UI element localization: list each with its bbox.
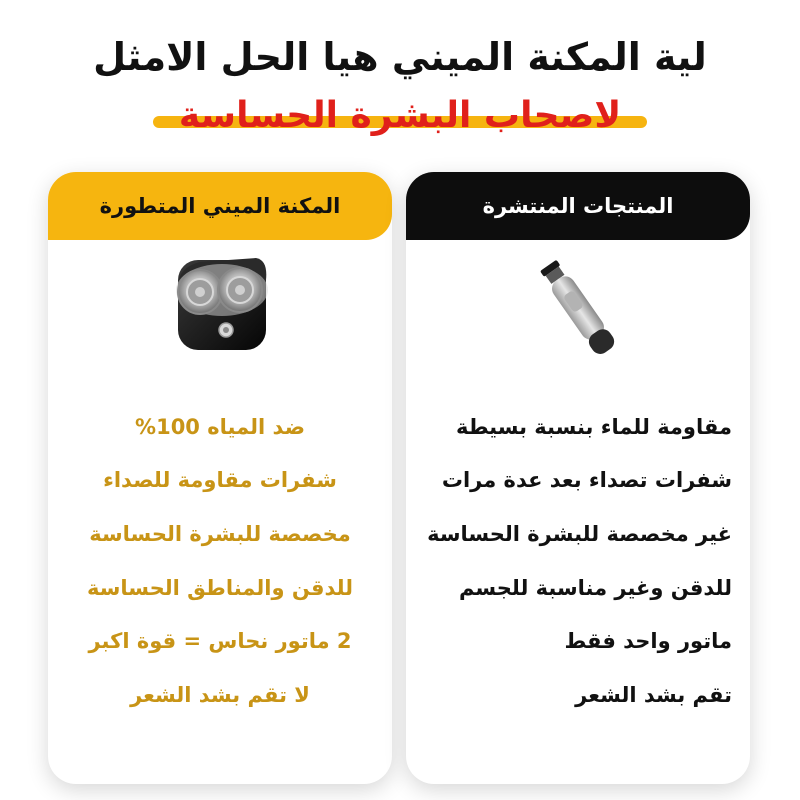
feature-item: غير مخصصة للبشرة الحساسة (427, 521, 732, 546)
feature-item: مخصصة للبشرة الحساسة (89, 521, 351, 546)
feature-item: شفرات مقاومة للصداء (103, 468, 337, 493)
feature-item: شفرات تصداء بعد عدة مرات (441, 468, 732, 493)
subheadline-text: لاصحاب البشرة الحساسة (178, 95, 622, 136)
feature-item: 2 ماتور نحاس = قوة اكبر (88, 629, 352, 654)
feature-item: مقاومة للماء بنسبة بسيطة (455, 414, 732, 439)
mini-shaver-features (48, 400, 392, 722)
feature-item: لا تقم بشد الشعر (130, 682, 310, 707)
mini-shaver-icon (160, 250, 280, 360)
headline: لية المكنة الميني هيا الحل الامثل (93, 35, 707, 79)
common-products-features (406, 400, 750, 722)
trimmer-icon (508, 250, 648, 366)
feature-item: للدقن والمناطق الحساسة (86, 575, 354, 600)
mini-shaver-card (48, 172, 392, 784)
trimmer-image (406, 250, 750, 366)
common-products-card-title: المنتجات المنتشرة (406, 172, 750, 240)
feature-item: ماتور واحد فقط (564, 629, 732, 654)
common-products-card (406, 172, 750, 784)
subheadline-wrapper (0, 92, 800, 140)
feature-item: للدقن وغير مناسبة للجسم (458, 575, 732, 600)
feature-item: ضد المياه 100% (135, 414, 305, 439)
mini-shaver-image (48, 250, 392, 366)
mini-shaver-card-title: المكنة الميني المتطورة (48, 172, 392, 240)
subheadline (153, 92, 647, 140)
feature-item: تقم بشد الشعر (575, 682, 732, 707)
